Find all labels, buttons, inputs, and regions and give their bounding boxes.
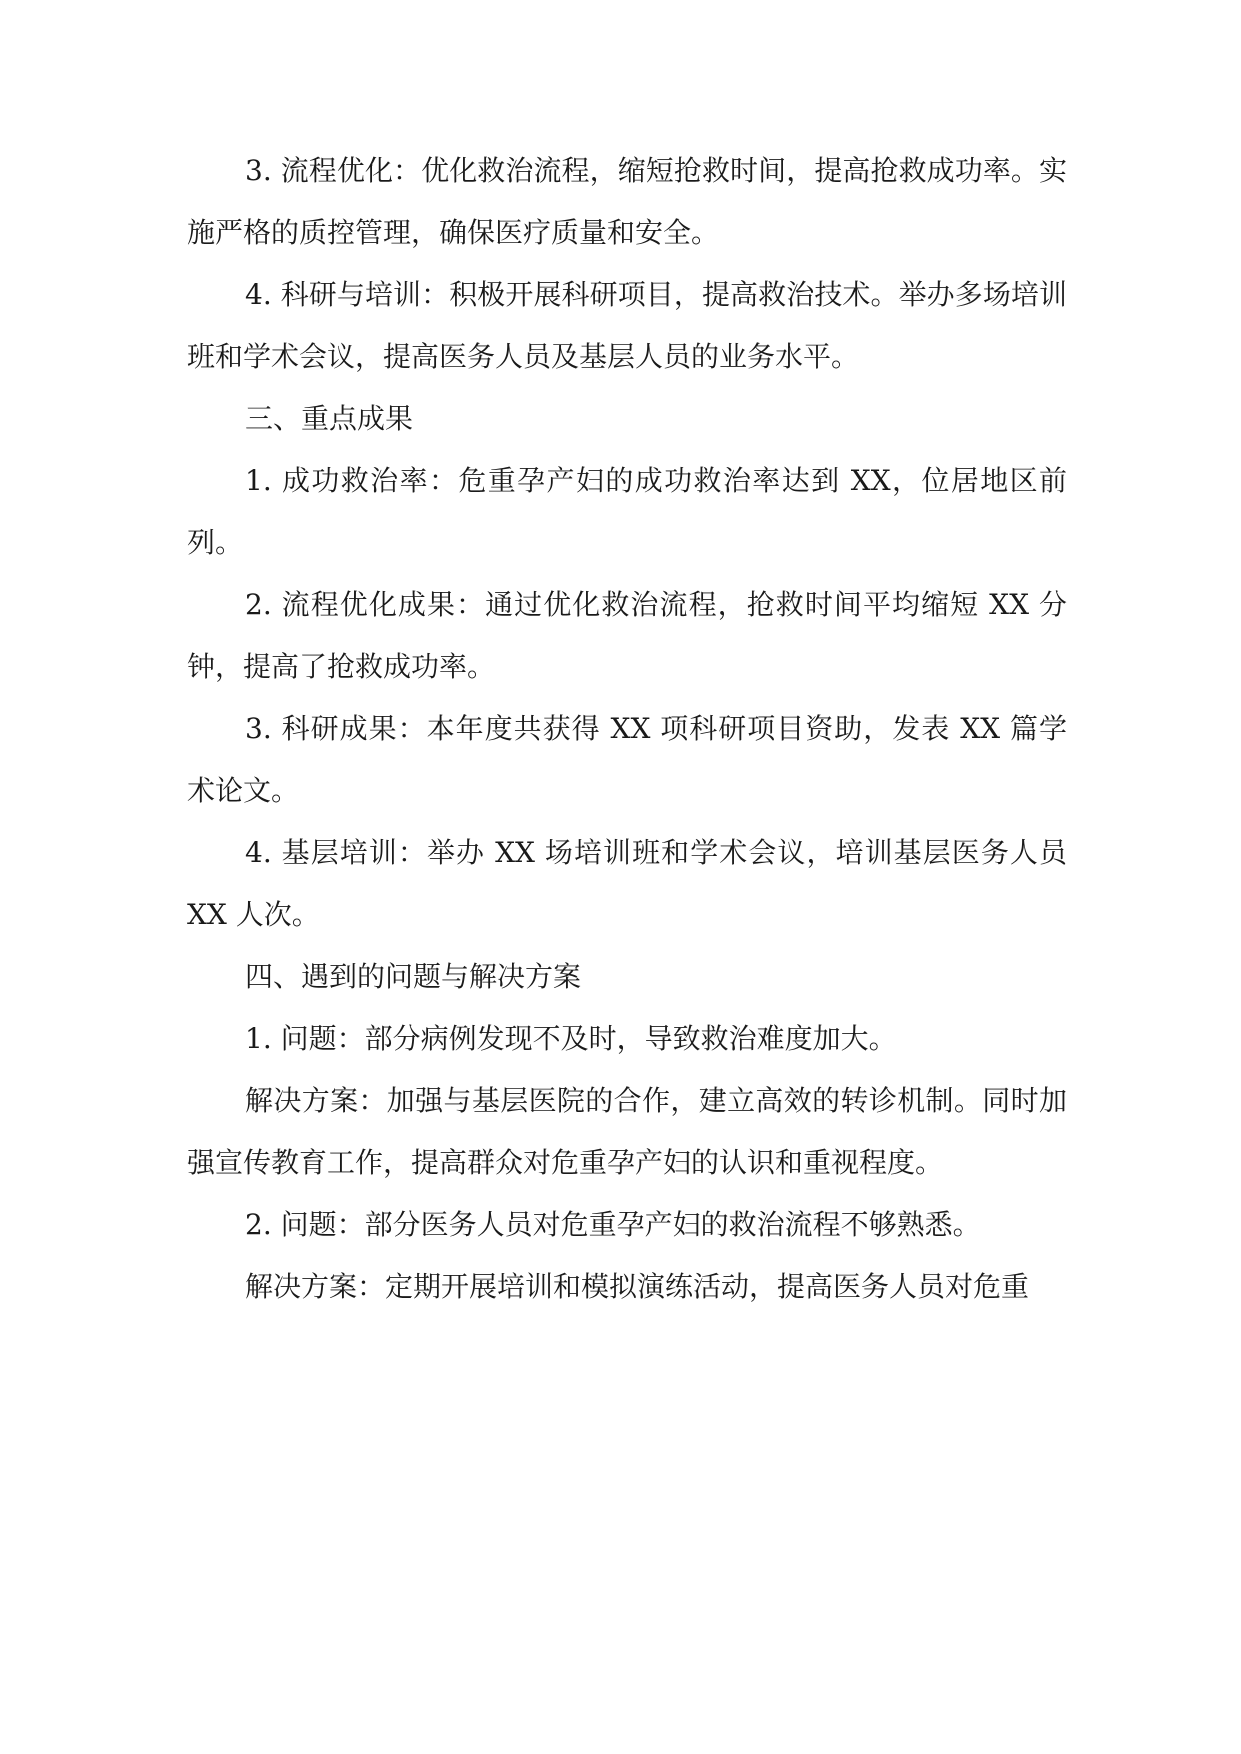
paragraph-solution-2: 解决方案：定期开展培训和模拟演练活动，提高医务人员对危重 [245,1270,1030,1303]
paragraph-problem-1: 1. 问题：部分病例发现不及时，导致救治难度加大。 [245,1022,897,1055]
paragraph-research-training: 4. 科研与培训：积极开展科研项目，提高救治技术。举办多场培训班和学术会议，提高医务人员及基层人员的业务水平。 [187,278,1067,373]
document-body [187,140,1067,1318]
section-heading-problems-solutions: 四、遇到的问题与解决方案 [245,960,582,993]
paragraph-solution-1: 解决方案：加强与基层医院的合作，建立高效的转诊机制。同时加强宣传教育工作，提高群众对危重孕产妇的认识和重视程度。 [187,1084,1067,1179]
paragraph-process-optimization: 3. 流程优化：优化救治流程，缩短抢救时间，提高抢救成功率。实施严格的质控管理，确保医疗质量和安全。 [187,154,1067,249]
paragraph-research-results: 3. 科研成果：本年度共获得 XX 项科研项目资助，发表 XX 篇学术论文。 [187,712,1067,807]
paragraph-success-rate: 1. 成功救治率：危重孕产妇的成功救治率达到 XX，位居地区前列。 [187,464,1067,559]
section-heading-key-results: 三、重点成果 [245,402,414,435]
paragraph-process-results: 2. 流程优化成果：通过优化救治流程，抢救时间平均缩短 XX 分钟，提高了抢救成功率。 [187,588,1067,683]
paragraph-problem-2: 2. 问题：部分医务人员对危重孕产妇的救治流程不够熟悉。 [245,1208,981,1241]
paragraph-grassroots-training: 4. 基层培训：举办 XX 场培训班和学术会议，培训基层医务人员 XX 人次。 [187,836,1067,931]
